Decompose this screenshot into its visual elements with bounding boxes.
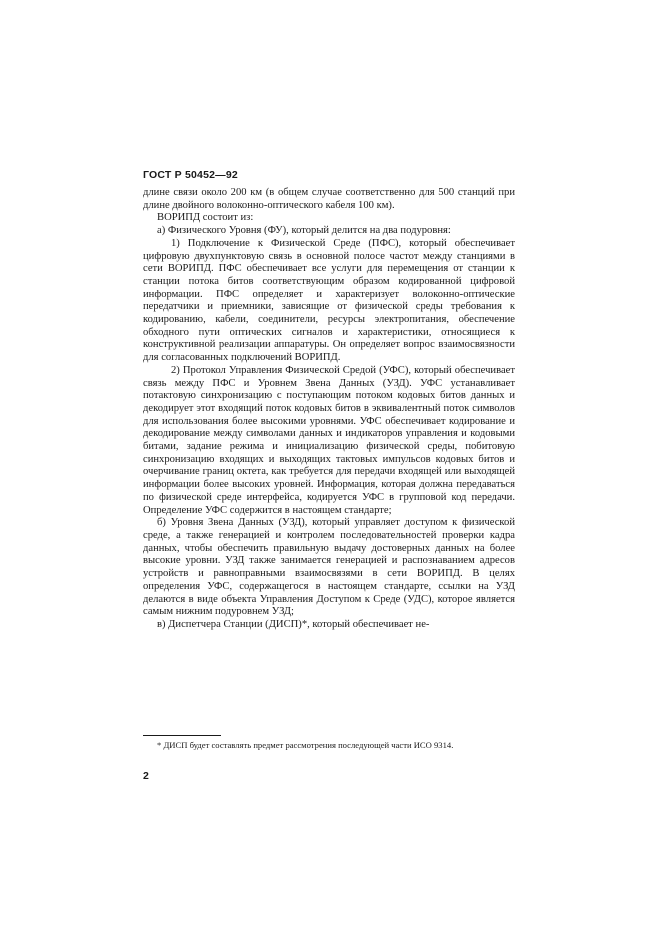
page-header-standard-code: ГОСТ Р 50452—92 bbox=[143, 169, 238, 181]
footnote-divider bbox=[143, 735, 221, 736]
body-text bbox=[143, 187, 515, 632]
list-item-a-2: 2) Протокол Управления Физической Средой (УФС), который обеспечивает связь между ПФС и Уровнем Звена Данных (УЗД). УФС устанавливает потактовую синхронизацию с поступающим потоком кодовых битов данных и декодирует этот входящий поток кодовых битов в эквивалентный поток символов для использования более высокими уровнями. УФС обеспечивает кодирование и декодирование между символами данных и индикаторов управления и кодовыми битами, задание режима и инициализацию физической среды, побитовую синхронизацию входящих и выходящих тактовых импульсов кодовых битов и очерчивание границ октета, как требуется для передачи входящей или выходящей информации более высоких уровней. Информация, которая должна передаваться по физической среде интерфейса, кодируется УФС в групповой код передачи. Определение УФС содержится в настоящем стандарте; bbox=[143, 364, 515, 516]
footnote: * ДИСП будет составлять предмет рассмотрения последующей части ИСО 9314. bbox=[157, 740, 454, 750]
list-item-b: б) Уровня Звена Данных (УЗД), который управляет доступом к физической среде, а также генерацией и контролем последовательностей проверки кадра данных, чтобы обеспечить правильную выдачу достоверных данных на более высокие уровни. УЗД также занимается генерацией и распознаванием адресов устройств и равноправными взаимосвязями в сети ВОРИПД. В целях определения УФС, содержащегося в настоящем стандарте, ссылки на УЗД делаются в виде объекта Управления Доступом к Среде (УДС), которое является самым нижним подуровнем УЗД; bbox=[143, 517, 515, 618]
paragraph-continuation: длине связи около 200 км (в общем случае соответственно для 500 станций при длине двойного волоконно-оптического кабеля 100 км). bbox=[143, 187, 515, 211]
list-item-a: а) Физического Уровня (ФУ), который делится на два подуровня: bbox=[157, 225, 451, 237]
list-item-c: в) Диспетчера Станции (ДИСП)*, который обеспечивает не- bbox=[157, 618, 430, 630]
page-number: 2 bbox=[143, 770, 149, 782]
paragraph-intro: ВОРИПД состоит из: bbox=[157, 212, 254, 224]
list-item-a-1: 1) Подключение к Физической Среде (ПФС), который обеспечивает цифровую двухпунктовую связь в основной полосе частот между станциями в сети ВОРИПД. ПФС обеспечивает все услуги для перемещения от станции к станции потока битов соответствующим образом кодированной цифровой информации. ПФС определяет и характеризует волоконно-оптические передатчики и приемники, зависящие от физической среды требования к кодированию, кабели, соединители, ресурсы электропитания, обеспечение обходного пути оптических сигналов и характеристики, относящиеся к конструктивной реализации аппаратуры. Он определяет вопрос взаимосвязности для согласованных подключений ВОРИПД. bbox=[143, 237, 515, 364]
